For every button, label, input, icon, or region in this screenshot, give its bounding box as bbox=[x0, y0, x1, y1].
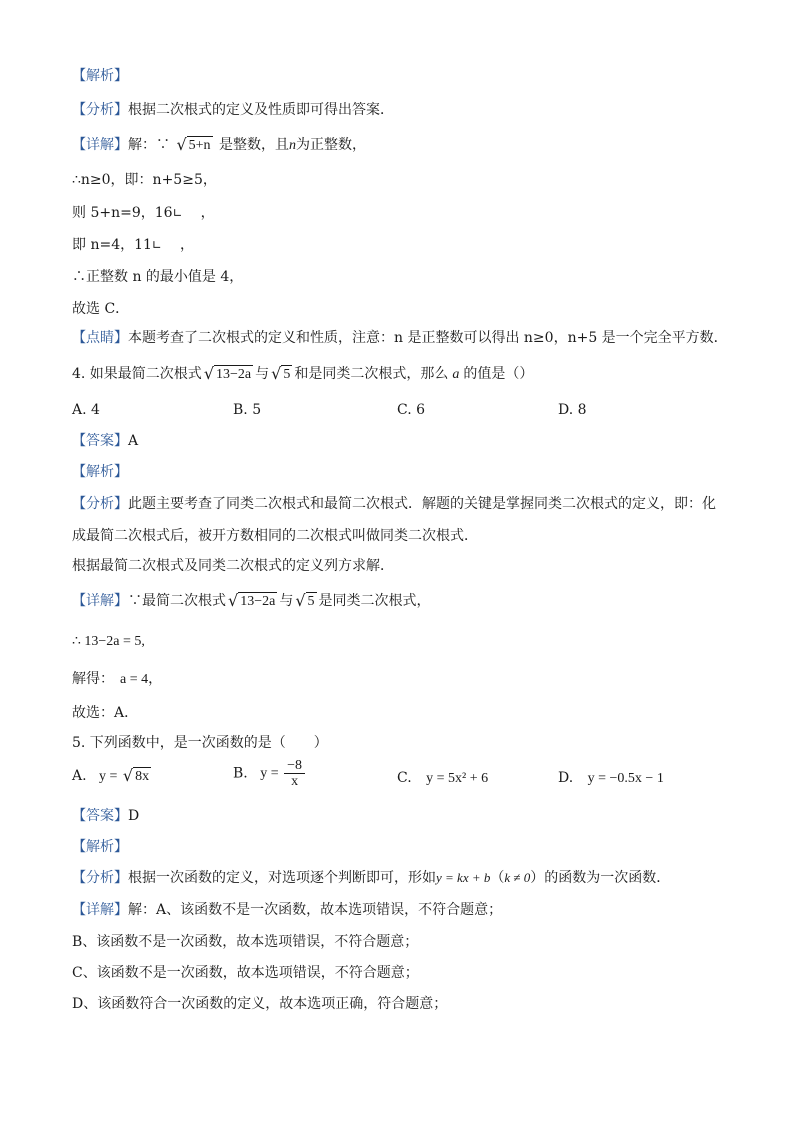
analysis-heading: 【解析】 bbox=[72, 464, 128, 480]
q4-option-d: D. 8 bbox=[558, 402, 587, 418]
detail-pre: ∵最简二次根式 bbox=[128, 593, 226, 609]
sqrt-expression: √ 13−2a bbox=[203, 364, 252, 383]
sqrt-expression: √ 5+n bbox=[176, 135, 211, 154]
comment-text: 本题考查了二次根式的定义和性质，注意：n 是正整数可以得出 n≥0，n+5 是一个完全平方数． bbox=[128, 330, 728, 346]
q3-step4: ∴正整数 n 的最小值是 4， bbox=[72, 269, 244, 285]
step2-text: 则 5+n=9，16 bbox=[72, 205, 173, 221]
var-n: n bbox=[289, 138, 297, 153]
answer-tag: 【答案】 bbox=[72, 808, 128, 824]
detail-tag: 【详解】 bbox=[72, 902, 128, 918]
q4-answer-line bbox=[72, 431, 138, 451]
detail-tag: 【详解】 bbox=[72, 137, 128, 153]
q4-equation: ∴ 13−2a = 5, bbox=[72, 634, 145, 649]
condition: k ≠ 0 bbox=[504, 870, 531, 885]
answer-value: A bbox=[128, 433, 139, 449]
q4-solve-line bbox=[72, 669, 162, 690]
q3-comment-line bbox=[72, 328, 728, 348]
sqrt-expression: √ 8x bbox=[122, 766, 150, 785]
option-label: C. bbox=[397, 770, 412, 786]
q5-detail-c: C、该函数不是一次函数，故本选项错误，不符合题意； bbox=[72, 965, 419, 981]
analysis-heading: 【解析】 bbox=[72, 68, 128, 84]
q3-choice: 故选 C． bbox=[72, 301, 130, 317]
q4-option-c: C. 6 bbox=[397, 402, 426, 418]
sqrt-radicand: 13−2a bbox=[240, 594, 276, 609]
q4-stem-end: 的值是（） bbox=[463, 366, 534, 382]
option-math: y = bbox=[99, 769, 121, 784]
q4-stem-pre: 4. 如果最简二次根式 bbox=[72, 366, 202, 382]
option-math: y = 5x² + 6 bbox=[426, 771, 489, 786]
step2-end: ， bbox=[200, 205, 215, 221]
step3-text: 即 n=4，11 bbox=[72, 237, 152, 253]
option-label: A. bbox=[72, 768, 87, 784]
q4-fenxi-line2: 成最简二次根式后，被开方数相同的二次根式叫做同类二次根式． bbox=[72, 528, 478, 544]
detail-tag: 【详解】 bbox=[72, 593, 128, 609]
q5-detail-d: D、该函数符合一次函数的定义，故本选项正确，符合题意； bbox=[72, 996, 448, 1012]
q5-detail-b: B、该函数不是一次函数，故本选项错误，不符合题意； bbox=[72, 934, 419, 950]
sqrt-radicand: 5 bbox=[307, 594, 315, 609]
fraction bbox=[284, 758, 305, 789]
solve-pre: 解得： bbox=[72, 671, 114, 687]
solve-equation: a = 4 bbox=[120, 672, 149, 687]
fenxi-text: 此题主要考查了同类二次根式和最简二次根式．解题的关键是掌握同类二次根式的定义，即：化 bbox=[128, 496, 716, 512]
fenxi-tag: 【分析】 bbox=[72, 102, 128, 118]
detail-post: 是同类二次根式， bbox=[318, 593, 431, 609]
q4-fenxi-line3: 根据最简二次根式及同类二次根式的定义列方求解． bbox=[72, 558, 394, 574]
var-a: a bbox=[452, 367, 460, 382]
q4-stem-post: 和是同类二次根式，那么 bbox=[294, 366, 449, 382]
fenxi-text: 根据二次根式的定义及性质即可得出答案． bbox=[128, 102, 394, 118]
q3-detail-line bbox=[72, 135, 366, 156]
comment-tag: 【点睛】 bbox=[72, 330, 128, 346]
option-label: D. bbox=[558, 770, 574, 786]
linear-form: y = kx + b bbox=[436, 870, 491, 885]
sqrt-radicand: 5+n bbox=[188, 138, 211, 153]
fenxi-tag: 【分析】 bbox=[72, 870, 128, 886]
option-label: B. bbox=[233, 765, 248, 782]
solve-post: ， bbox=[148, 671, 163, 687]
analysis-heading: 【解析】 bbox=[72, 839, 128, 855]
detail-mid: 是整数，且 bbox=[214, 137, 290, 153]
q3-step2 bbox=[72, 203, 215, 223]
q5-answer-line bbox=[72, 806, 139, 826]
step3-end: ， bbox=[179, 237, 194, 253]
detail-mid: 与 bbox=[279, 593, 294, 609]
q5-stem: 5. 下列函数中，是一次函数的是（ ） bbox=[72, 735, 328, 751]
q5-fenxi-line bbox=[72, 868, 670, 888]
sqrt-expression: √ 13−2a bbox=[228, 591, 276, 610]
q4-fenxi-line1 bbox=[72, 494, 716, 514]
q3-fenxi-line bbox=[72, 100, 394, 120]
q5-option-c bbox=[397, 768, 488, 789]
option-math: y = −0.5x − 1 bbox=[587, 771, 664, 786]
q4-option-b: B. 5 bbox=[233, 402, 262, 418]
option-math: y = bbox=[260, 765, 283, 781]
fenxi-tag: 【分析】 bbox=[72, 496, 128, 512]
q4-choice: 故选：A． bbox=[72, 705, 139, 721]
detail-post: 为正整数， bbox=[296, 137, 367, 153]
sqrt-radicand: 8x bbox=[135, 769, 150, 784]
fraction-numerator: −8 bbox=[284, 758, 305, 774]
q3-step3 bbox=[72, 235, 194, 255]
detail-pre: 解：∵ bbox=[128, 137, 170, 153]
detail-text: 解：A、该函数不是一次函数，故本选项错误，不符合题意； bbox=[128, 902, 503, 918]
sqrt-radicand: 13−2a bbox=[216, 367, 252, 382]
q4-stem bbox=[72, 364, 533, 385]
fenxi-paren: （ bbox=[490, 870, 505, 886]
fraction-denominator: x bbox=[291, 774, 299, 789]
q5-option-b bbox=[233, 758, 307, 789]
q5-detail-a bbox=[72, 900, 502, 920]
q5-option-a bbox=[72, 766, 153, 787]
sqrt-expression: √ 5 bbox=[271, 364, 291, 383]
fenxi-post: ）的函数为一次函数． bbox=[530, 870, 671, 886]
q5-option-d bbox=[558, 768, 664, 789]
q4-detail-line bbox=[72, 591, 431, 611]
fenxi-text: 根据一次函数的定义，对选项逐个判断即可，形如 bbox=[128, 870, 436, 886]
q4-stem-mid: 与 bbox=[255, 366, 270, 382]
q4-option-a: A. 4 bbox=[72, 402, 100, 418]
sqrt-expression: √ 5 bbox=[295, 591, 315, 610]
ellipsis-corner-icon: ∟ bbox=[151, 238, 162, 252]
answer-tag: 【答案】 bbox=[72, 433, 128, 449]
sqrt-radicand: 5 bbox=[283, 367, 291, 382]
answer-value: D bbox=[128, 808, 140, 824]
ellipsis-corner-icon: ∟ bbox=[172, 206, 183, 220]
q3-step1: ∴n≥0，即：n+5≥5， bbox=[72, 172, 217, 188]
